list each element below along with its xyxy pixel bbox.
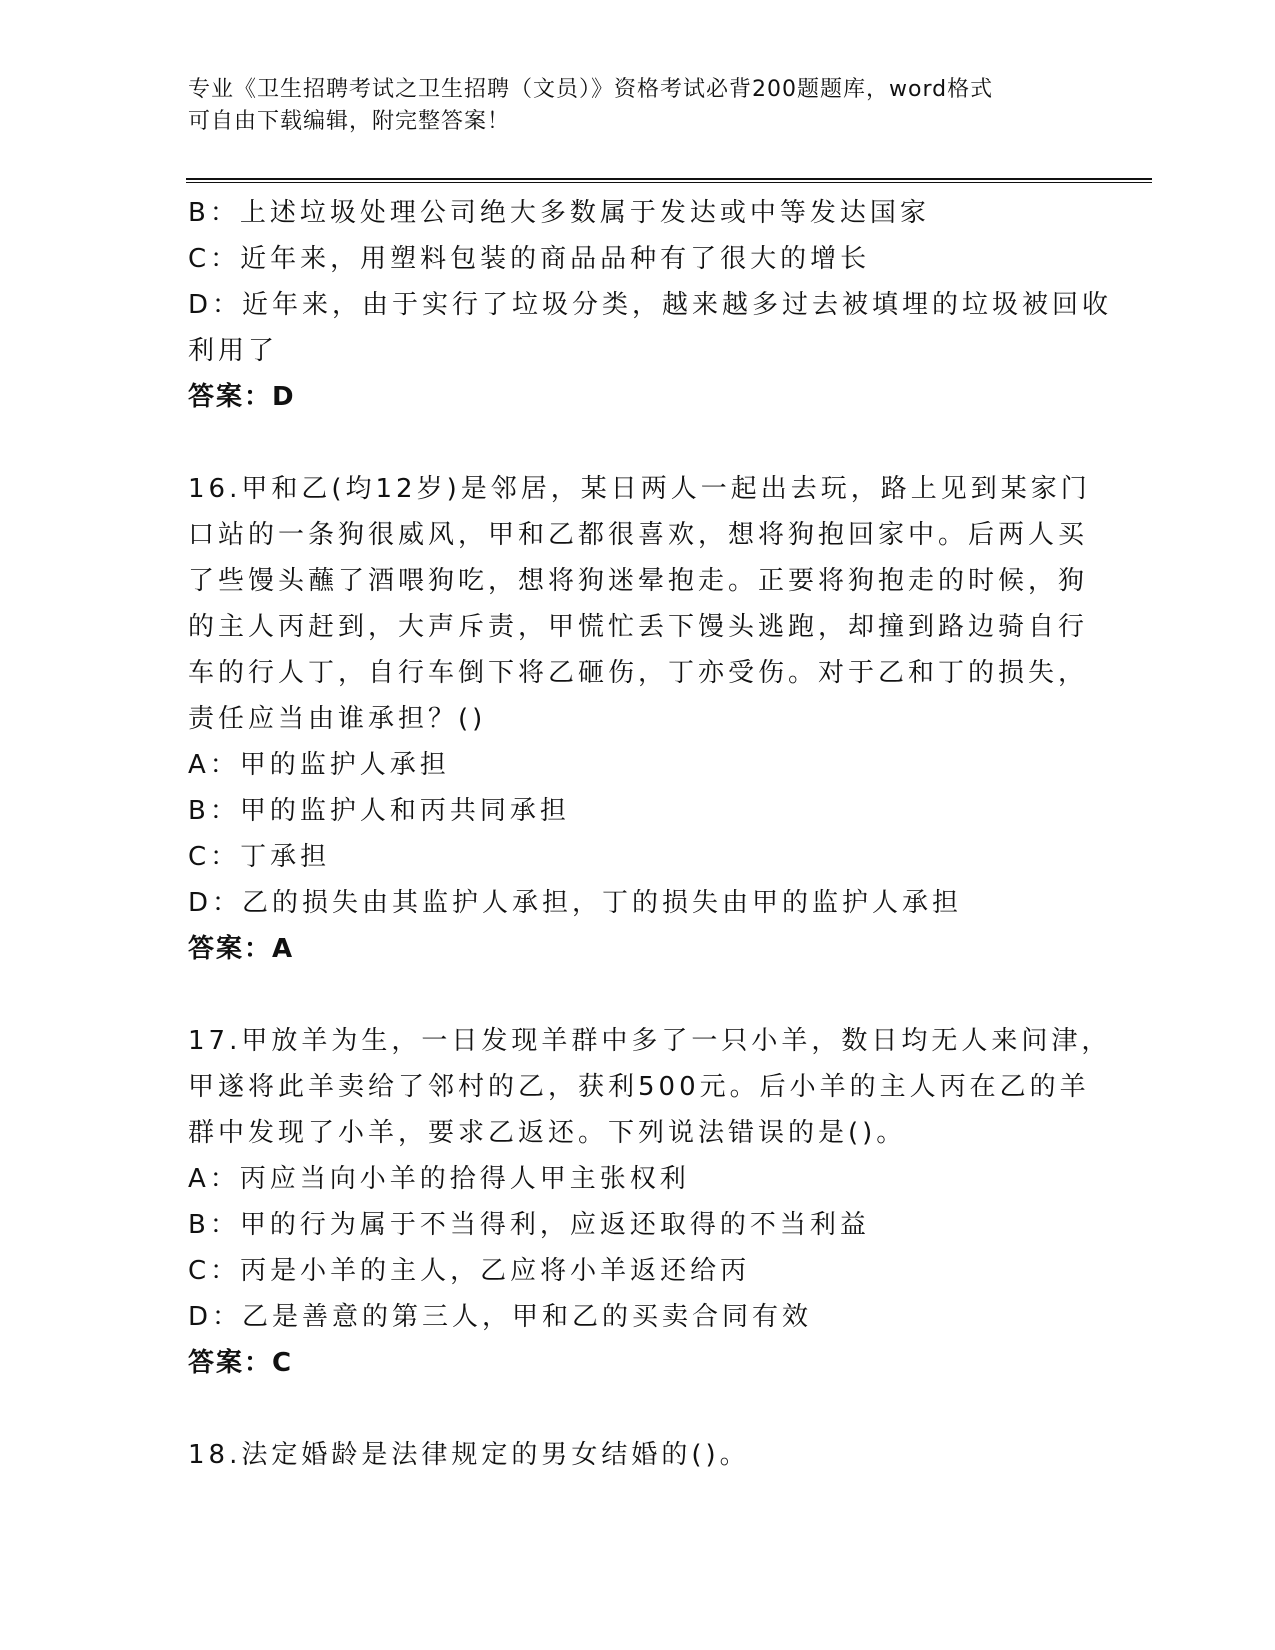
spacer xyxy=(188,972,1088,1018)
q15-option-d-line-1: D：近年来，由于实行了垃圾分类，越来越多过去被填埋的垃圾被回收 xyxy=(188,290,1113,320)
q16-stem-line-6: 责任应当由谁承担？() xyxy=(188,704,487,734)
q17-option-d: D：乙是善意的第三人，甲和乙的买卖合同有效 xyxy=(188,1302,813,1332)
q16-option-c: C：丁承担 xyxy=(188,842,331,872)
q18-stem: 18.法定婚龄是法律规定的男女结婚的()。 xyxy=(188,1440,750,1470)
q17-option-a: A：丙应当向小羊的拾得人甲主张权利 xyxy=(188,1164,690,1194)
document-header xyxy=(188,74,1088,138)
q17-option-b: B：甲的行为属于不当得利，应返还取得的不当利益 xyxy=(188,1210,870,1240)
q16-stem-line-5: 车的行人丁，自行车倒下将乙砸伤，丁亦受伤。对于乙和丁的损失， xyxy=(188,658,1089,688)
q16-answer: 答案：A xyxy=(188,934,295,964)
q16-option-a: A：甲的监护人承担 xyxy=(188,750,450,780)
q15-option-b: B：上述垃圾处理公司绝大多数属于发达或中等发达国家 xyxy=(188,198,930,228)
spacer xyxy=(188,420,1088,466)
q15-option-c: C：近年来，用塑料包装的商品品种有了很大的增长 xyxy=(188,244,871,274)
q15-option-d-line-2: 利用了 xyxy=(188,336,279,366)
q15-answer: 答案：D xyxy=(188,382,296,412)
header-divider-thick xyxy=(186,178,1152,180)
q16-stem-line-2: 口站的一条狗很威风，甲和乙都很喜欢，想将狗抱回家中。后两人买 xyxy=(188,520,1089,550)
q17-option-c: C：丙是小羊的主人，乙应将小羊返还给丙 xyxy=(188,1256,751,1286)
q17-stem-line-1: 17.甲放羊为生，一日发现羊群中多了一只小羊，数日均无人来问津， xyxy=(188,1026,1112,1056)
q17-answer: 答案：C xyxy=(188,1348,294,1378)
header-line-1: 专业《卫生招聘考试之卫生招聘（文员）》资格考试必背200题题库，word格式 xyxy=(188,77,994,102)
q16-option-b: B：甲的监护人和丙共同承担 xyxy=(188,796,570,826)
q16-option-d: D：乙的损失由其监护人承担，丁的损失由甲的监护人承担 xyxy=(188,888,963,918)
q16-stem-line-4: 的主人丙赶到，大声斥责，甲慌忙丢下馒头逃跑，却撞到路边骑自行 xyxy=(188,612,1089,642)
header-divider-thin xyxy=(186,182,1152,183)
header-line-2: 可自由下载编辑，附完整答案！ xyxy=(188,109,511,134)
question-content xyxy=(188,190,1113,1478)
spacer xyxy=(188,1386,1088,1432)
q16-stem-line-1: 16.甲和乙(均12岁)是邻居，某日两人一起出去玩，路上见到某家门 xyxy=(188,474,1091,504)
q16-stem-line-3: 了些馒头蘸了酒喂狗吃，想将狗迷晕抱走。正要将狗抱走的时候，狗 xyxy=(188,566,1089,596)
q17-stem-line-3: 群中发现了小羊，要求乙返还。下列说法错误的是()。 xyxy=(188,1118,907,1148)
q17-stem-line-2: 甲遂将此羊卖给了邻村的乙，获利500元。后小羊的主人丙在乙的羊 xyxy=(188,1072,1090,1102)
